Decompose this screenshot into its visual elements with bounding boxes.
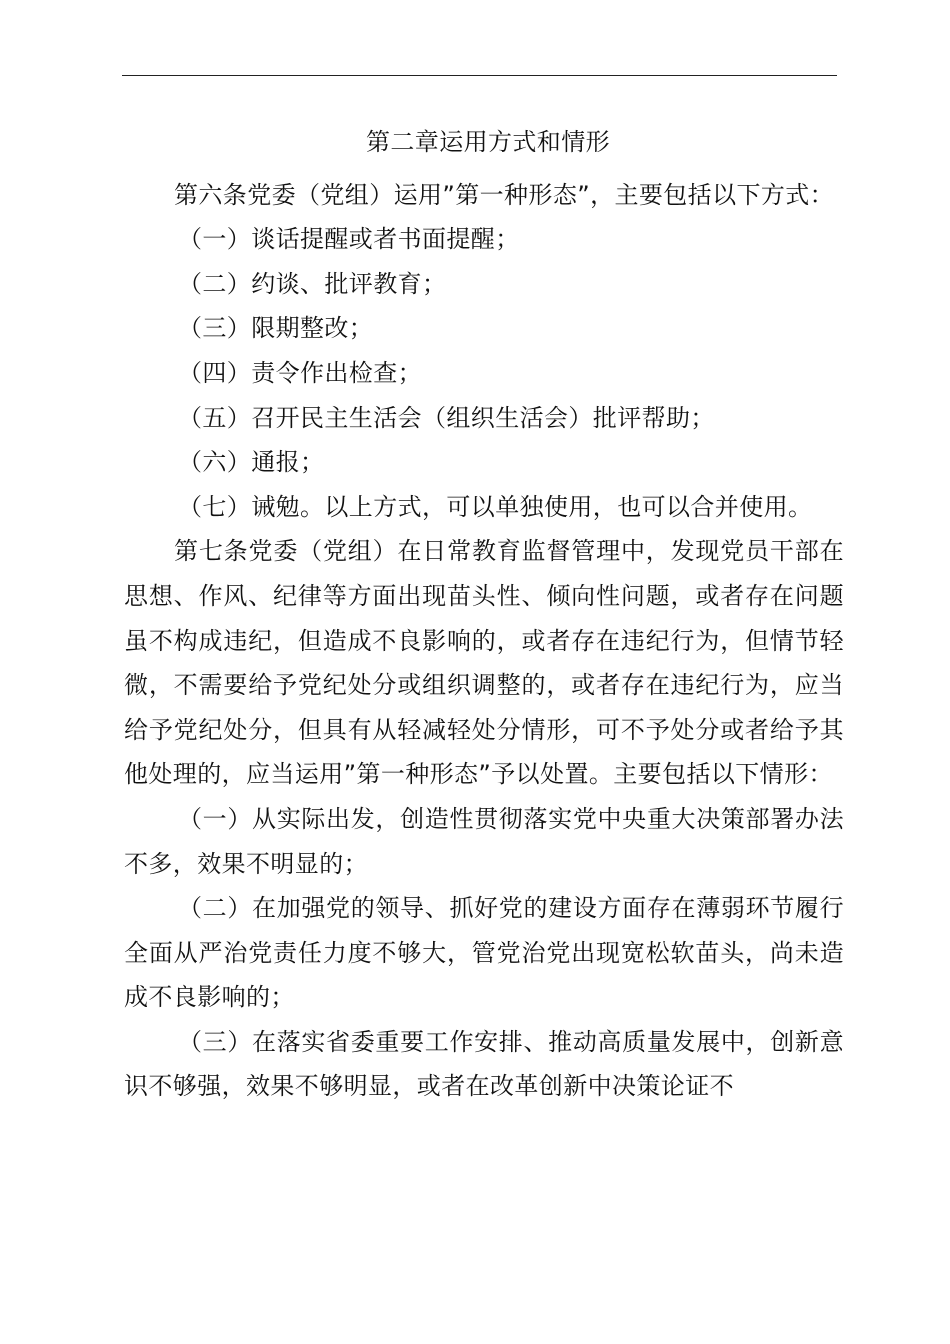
list-item: （六）通报；: [178, 448, 325, 477]
list-item: （五）召开民主生活会（组织生活会）批评帮助；: [178, 403, 715, 432]
chapter-title: 第二章运用方式和情形: [366, 128, 610, 156]
list-item: （二）约谈、批评教育；: [178, 269, 447, 298]
list-item: （一）谈话提醒或者书面提醒；: [178, 225, 520, 254]
list-item: （三）限期整改；: [178, 314, 374, 343]
header-rule: [122, 75, 837, 76]
list-item: （三）在落实省委重要工作安排、推动高质量发展中，创新意识不够强，效果不够明显，或者在改革创新中决策论证不: [124, 1027, 844, 1101]
list-item: （一）从实际出发，创造性贯彻落实党中央重大决策部署办法不多，效果不明显的；: [124, 804, 844, 878]
list-item: （四）责令作出检查；: [178, 358, 422, 387]
article-7-paragraph: 第七条党委（党组）在日常教育监督管理中，发现党员干部在思想、作风、纪律等方面出现苗头性、倾向性问题，或者存在问题虽不构成违纪，但造成不良影响的，或者存在违纪行为，但情节轻微，不需要给予党纪处分或组织调整的，或者存在违纪行为，应当给予党纪处分，但具有从轻减轻处分情形，可不予处分或者给予其他处理的，应当运用”第一种形态”予以处置。主要包括以下情形：: [124, 537, 844, 789]
document-body: [124, 120, 844, 1109]
list-item: （二）在加强党的领导、抓好党的建设方面存在薄弱环节履行全面从严治党责任力度不够大，管党治党出现宽松软苗头，尚未造成不良影响的；: [124, 894, 844, 1012]
list-item: （七）诫勉。以上方式，可以单独使用，也可以合并使用。: [178, 492, 813, 521]
article-6-paragraph: 第六条党委（党组）运用”第一种形态”，主要包括以下方式：: [174, 180, 835, 209]
